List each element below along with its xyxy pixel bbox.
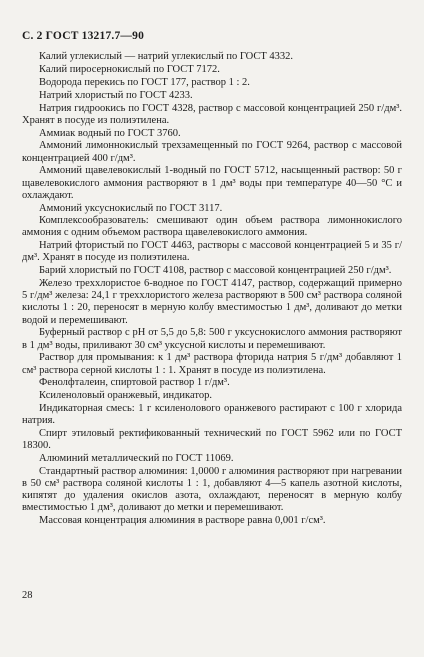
page-number: 28 (22, 590, 33, 601)
paragraph: Стандартный раствор алюминия: 1,0000 г алюминия растворяют при нагревании в 50 см³ раствора соляной кислоты 1 : 1, добавляют 4—5 капель азотной кислоты, кипятят до удаления окислов азота, охлаждают, переносят в мерную колбу вместимостью 1 дм³, доливают до метки и перемешивают. (22, 466, 402, 514)
paragraph: Индикаторная смесь: 1 г ксиленолового оранжевого растирают с 100 г хлорида натрия. (22, 403, 402, 427)
paragraph: Водорода перекись по ГОСТ 177, раствор 1 : 2. (39, 76, 250, 88)
page-header: С. 2 ГОСТ 13217.7—90 (22, 30, 145, 42)
paragraph: Аммиак водный по ГОСТ 3760. (39, 127, 181, 139)
paragraph: Комплексообразователь: смешивают один объем раствора лимоннокислого аммония с одним объемом раствора щавелевокислого аммония. (22, 215, 402, 239)
paragraph: Аммоний щавелевокислый 1-водный по ГОСТ 5712, насыщенный раствор: 50 г щавелевокислого аммония растворяют в 1 дм³ воды при температуре 40—50 °С и охлаждают. (22, 165, 402, 201)
paragraph: Фенолфталеин, спиртовой раствор 1 г/дм³. (39, 377, 230, 389)
paragraph: Ксиленоловый оранжевый, индикатор. (39, 390, 212, 402)
paragraph: Натрия гидроокись по ГОСТ 4328, раствор с массовой концентрацией 250 г/дм³. Хранят в посуде из полиэтилена. (22, 102, 402, 126)
paragraph: Железо треххлористое 6-водное по ГОСТ 4147, раствор, содержащий примерно 5 г/дм³ железа: 24,1 г треххлористого железа растворяют в 500 см³ раствора соляной кислоты 1 : 20, переносят в мерную колбу вместимостью 1 дм³, доливают до метки водой и перемешивают. (22, 278, 402, 326)
paragraph: Натрий хлористый по ГОСТ 4233. (39, 89, 193, 101)
paragraph: Аммоний лимоннокислый трехзамещенный по ГОСТ 9264, раствор с массовой концентрацией 400 г/дм³. (22, 140, 402, 164)
paragraph: Массовая концентрация алюминия в растворе равна 0,001 г/см³. (39, 515, 326, 527)
paragraph: Спирт этиловый ректификованный технический по ГОСТ 5962 или по ГОСТ 18300. (22, 428, 402, 452)
reagent-list (22, 51, 402, 527)
paragraph: Раствор для промывания: к 1 дм³ раствора фторида натрия 5 г/дм³ добавляют 1 см³ раствора серной кислоты 1 : 1. Хранят в посуде из полиэтилена. (22, 352, 402, 376)
paragraph: Аммоний уксуснокислый по ГОСТ 3117. (39, 202, 223, 214)
paragraph: Калий углекислый — натрий углекислый по ГОСТ 4332. (39, 51, 294, 62)
paragraph: Барий хлористый по ГОСТ 4108, раствор с массовой концентрацией 250 г/дм³. (39, 265, 392, 277)
paragraph: Калий пиросернокислый по ГОСТ 7172. (39, 63, 220, 75)
paragraph: Буферный раствор с pH от 5,5 до 5,8: 500 г уксуснокислого аммония растворяют в 1 дм³ воды, приливают 30 см³ уксусной кислоты и перемешивают. (22, 327, 402, 351)
paragraph: Натрий фтористый по ГОСТ 4463, растворы с массовой концентрацией 5 и 35 г/дм³. Хранят в посуде из полиэтилена. (22, 240, 402, 264)
document-page (22, 30, 402, 528)
paragraph: Алюминий металлический по ГОСТ 11069. (39, 453, 234, 465)
